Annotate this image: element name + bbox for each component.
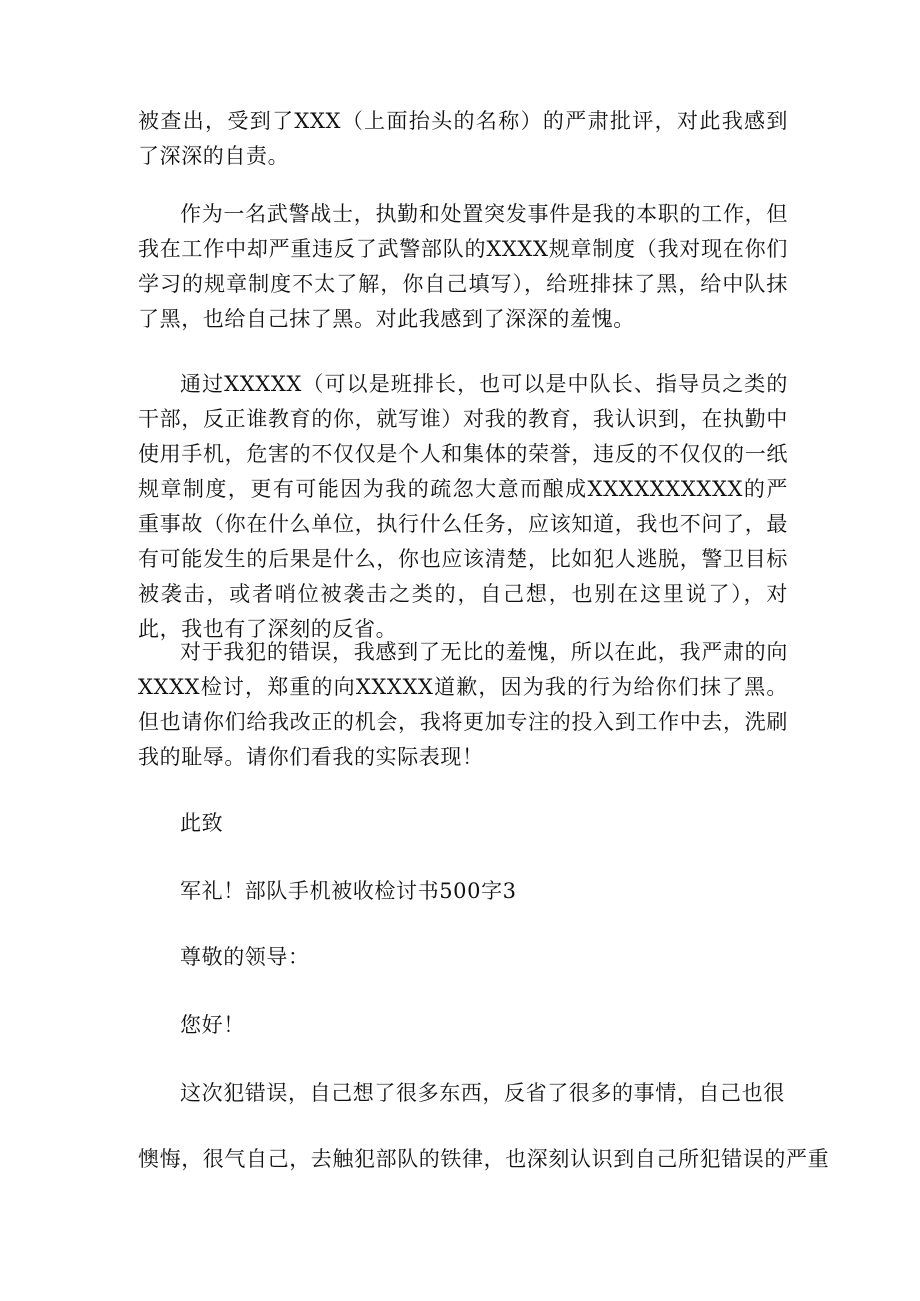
paragraph-4: 对于我犯的错误，我感到了无比的羞愧，所以在此，我严肃的向XXXX检讨，郑重的向XXXXX道歉，因为我的行为给你们抹了黑。但也请你们给我改正的机会，我将更加专注的投入到工作中去，洗刷我的耻辱。请你们看我的实际表现！ (138, 640, 788, 769)
paragraph-3: 通过XXXXX（可以是班排长，也可以是中队长、指导员之类的干部，反正谁教育的你，就写谁）对我的教育，我认识到，在执勤中使用手机，危害的不仅仅是个人和集体的荣誉，违反的不仅仅的一纸规章制度，更有可能因为我的疏忽大意而酿成XXXXXXXXXX的严重事故（你在什么单位，执行什么任务，应该知道，我也不问了，最有可能发生的后果是什么，你也应该清楚，比如犯人逃脱，警卫目标被袭击，或者哨位被袭击之类的，自己想，也别在这里说了），对此，我也有了深刻的反省。 (138, 372, 788, 641)
closing-salutation: 此致 (180, 811, 224, 835)
paragraph-9: 这次犯错误，自己想了很多东西，反省了很多的事情，自己也很 (180, 1081, 785, 1105)
paragraph-10: 懊悔，很气自己，去触犯部队的铁律，也深刻认识到自己所犯错误的严重 (138, 1147, 830, 1171)
paragraph-1: 被查出，受到了XXX（上面抬头的名称）的严肃批评，对此我感到了深深的自责。 (138, 109, 788, 168)
paragraph-2: 作为一名武警战士，执勤和处置突发事件是我的本职的工作，但我在工作中却严重违反了武警部队的XXXX规章制度（我对现在你们学习的规章制度不太了解，你自己填写），给班排抹了黑，给中队抹了黑，也给自己抹了黑。对此我感到了深深的羞愧。 (138, 202, 788, 331)
greeting-hello: 您好！ (180, 1013, 245, 1037)
greeting-recipient: 尊敬的领导： (180, 945, 310, 969)
section-heading: 军礼！部队手机被收检讨书500字3 (180, 879, 517, 903)
